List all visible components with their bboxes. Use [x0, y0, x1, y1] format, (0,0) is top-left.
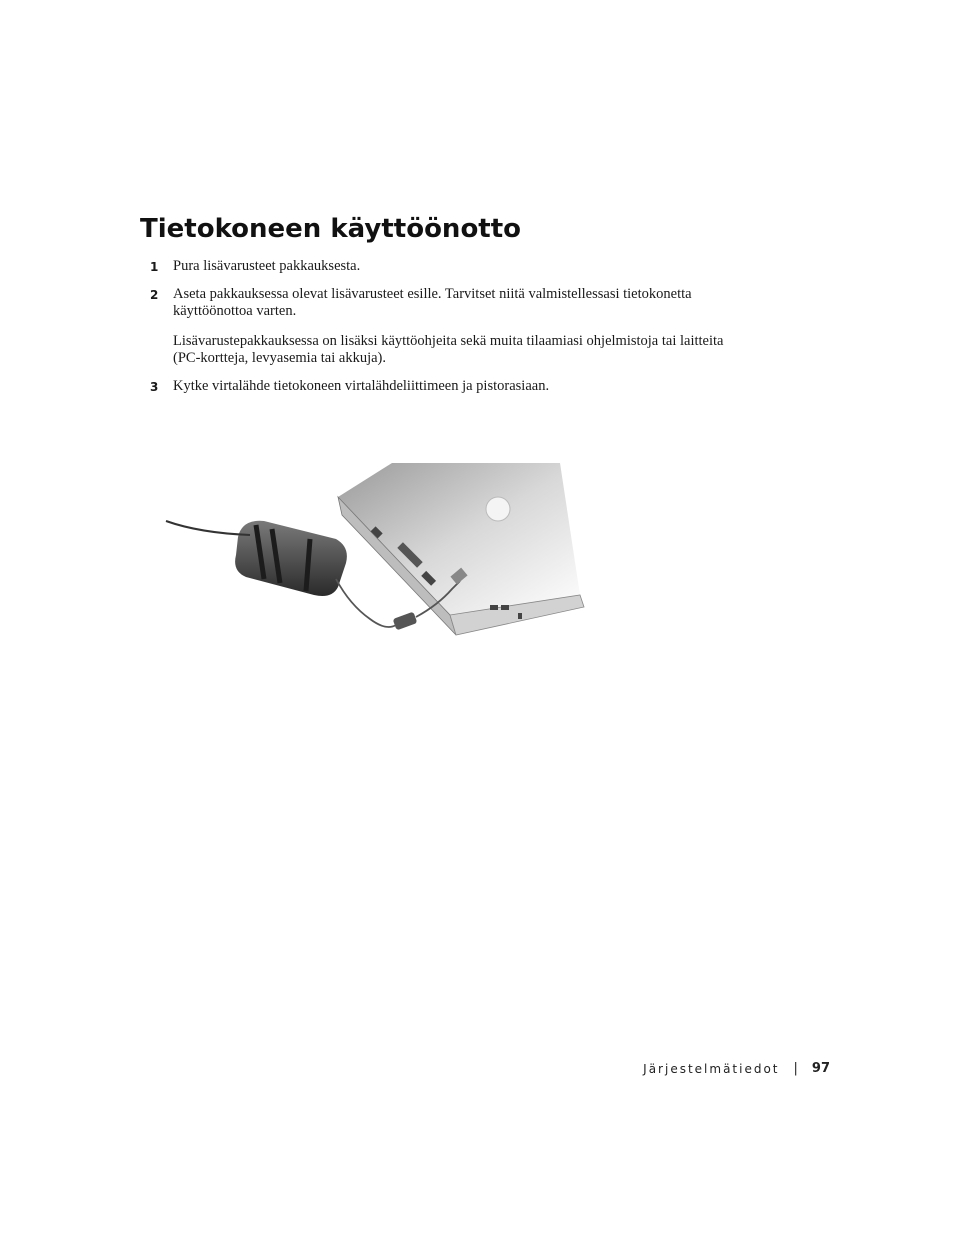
- step-text: Pura lisävarusteet pakkauksesta.: [173, 258, 361, 274]
- setup-steps: [150, 258, 750, 395]
- step-number: 1: [150, 260, 159, 274]
- step-text: Kytke virtalähde tietokoneen virtalähdeliittimeen ja pistorasiaan.: [173, 378, 550, 394]
- page-number: 97: [811, 1061, 830, 1076]
- footer-section-name: Järjestelmätiedot: [643, 1061, 780, 1076]
- step-2: [150, 286, 750, 367]
- page-title: Tietokoneen käyttöönotto: [140, 214, 522, 244]
- step-number: 2: [150, 288, 159, 302]
- step-number: 3: [150, 380, 159, 394]
- step-1: [150, 258, 750, 275]
- step-text: Aseta pakkauksessa olevat lisävarusteet esille. Tarvitset niitä valmistellessasi tietokonetta käyttöönottoa varten.: [173, 286, 692, 319]
- step-3: [150, 378, 750, 395]
- page-footer: [643, 1061, 830, 1076]
- step-note: Lisävarustepakkauksessa on lisäksi käyttöohjeita sekä muita tilaamiasi ohjelmistoja tai laitteita (PC-kortteja, levyasemia tai akkuja).: [173, 333, 724, 366]
- footer-separator: |: [793, 1061, 798, 1076]
- laptop-power-adapter-illustration: [160, 455, 600, 655]
